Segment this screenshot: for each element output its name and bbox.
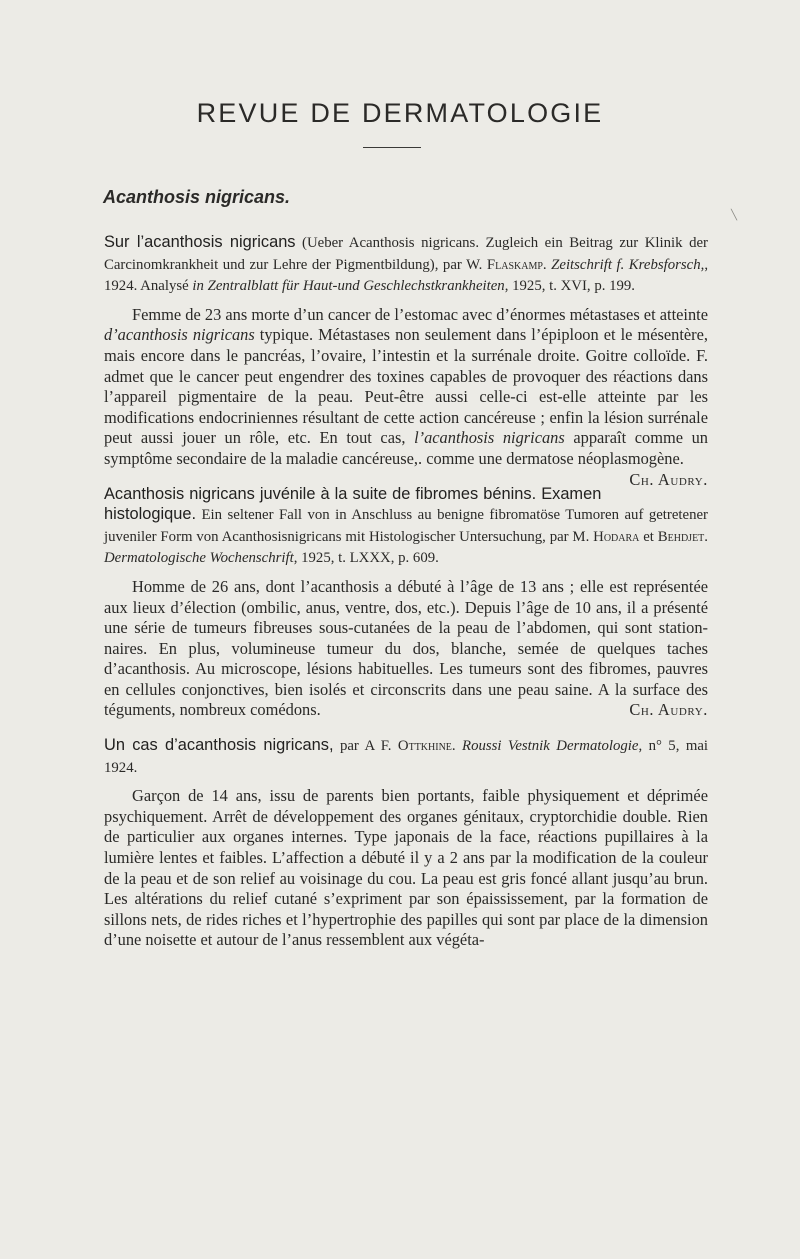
entry-2-ref-c: .	[704, 528, 708, 545]
entry-2-ref-b: et	[639, 528, 658, 545]
entry-2-abstract	[104, 577, 708, 721]
entry-1-ref-a: (Ueber Acanthosis nigricans. Zugleich ein Beitrag zur Klinik der Carcinomkrankheit und zur Lehre der Pigmentbildung), par W.	[104, 235, 708, 273]
entry-1-para-b: typique. Métastases non seulement dans l’épiploon et le mésentère, mais encore dans le pancréas, l’ovaire, l’intestin et la surrénale droite. Goitre colloïde. F. admet que le cancer peut engendrer des toxines capables de provoquer des réactions dans l’appareil pigmentaire de la peau. Peut-être aussi celle-ci est-elle atteinte par les modifications endocriniennes résultant de cette action cancéreuse ; enfin la lésion surrénale peut aussi jouer un rôle, etc. En tout cas,	[104, 325, 709, 448]
entry-2-author: Hodara	[593, 528, 640, 545]
entry-1-journal2: in Zentralblatt für Haut-und Geschlechstkrankheiten	[192, 278, 505, 295]
entry-2-title: Acanthosis nigricans juvénile à la suite de fibromes bénins. Examen histologique.	[104, 484, 602, 524]
entry-3-ref-b: .	[451, 738, 463, 755]
entry-2-journal: Dermatologische Wochenschrift	[104, 550, 294, 567]
entry-3-title: Un cas d’acanthosis nigricans,	[104, 736, 334, 755]
entry-2-ref-a: Ein seltener Fall von in Anschluss au benigne fibromatöse Tumoren auf getretener juveniler Form von Acanthosisnigricans mit Histologischer Untersuchung, par M.	[104, 507, 708, 545]
entry-2-author2: Behdjet	[657, 528, 705, 545]
entry-2-para: Homme de 26 ans, dont l’acanthosis a débuté à l’âge de 13 ans ; elle est représentée aux lieux d’élection (ombilic, anus, ventre, dos, etc.). Depuis l’âge de 10 ans, il a présenté une série de tumeurs fibreuses sous-cutanées de la peau de l’abdomen, qui sont stationnaires. En plus, volumineuse tumeur du dos, blanche, semée de quelques taches d’acanthosis. Au microscope, lésions habituelles. Les tumeurs sont des fibromes, pauvres en cellules conjonctives, bien isolés et circonscrits dans une peau saine. A la surface des téguments, nombreux comédons.	[104, 576, 708, 720]
entry-1-para-c: apparaît comme un symptôme secondaire de la maladie cancéreuse,. comme une dermatose néoplasmogène.	[104, 428, 708, 468]
entry-3-para: Garçon de 14 ans, issu de parents bien portants, faible physiquement et déprimée psychiquement. Arrêt de développement des organes génitaux, cryptorchidie double. Rien de particulier aux organes internes. Type japonais de la face, réactions pupillaires à la lumière lentes et faibles. L’affection a débuté il y a 2 ans par la modification de la couleur de la peau et de son relief au voisinage du cou. La peau est gris foncé allant jusqu’au brun. Les altérations du relief cutané s’expriment par son épaississement, par la formation de sillons nets, de rides riches et l’hypertrophie des papilles qui sont par place de la dimension d’une noisette et autour de l’anus ressemblent aux végéta-	[104, 786, 708, 950]
stray-mark: ╲	[731, 210, 738, 221]
entry-3-author: Ottkhine	[397, 738, 452, 755]
entry-1-ref-c: , 1924. Analysé	[104, 256, 709, 295]
title-rule	[363, 147, 421, 148]
entry-1-para-italic: d’acanthosis nigricans	[104, 325, 255, 345]
entry-3-ref-c: , n° 5, mai 1924.	[104, 738, 709, 776]
article-body	[104, 232, 708, 951]
entry-3-journal: Roussi Vestnik Dermatologie	[462, 738, 639, 755]
entry-3-ref-a: par A F.	[333, 738, 398, 755]
entry-1-journal: Zeitschrift f. Krebsforsch,	[551, 256, 705, 273]
entry-1-para-a: Femme de 23 ans morte d’un cancer de l’estomac avec d’énormes métastases et atteinte	[132, 304, 708, 324]
entry-1-title: Sur l’acanthosis nigricans	[104, 233, 296, 251]
entry-2-reference	[104, 484, 708, 569]
entry-1-author: Flaskamp	[486, 256, 543, 273]
entry-1-signature: Ch. Audry.	[629, 469, 708, 489]
entry-1-para-italic-2: l’acanthosis nigricans	[414, 428, 565, 448]
entry-2-ref-d: , 1925, t. LXXX, p. 609.	[293, 550, 439, 567]
entry-1-ref-d: , 1925, t. XVI, p. 199.	[504, 278, 636, 295]
journal-title: REVUE DE DERMATOLOGIE	[196, 98, 604, 128]
entry-3-reference	[104, 735, 708, 778]
entry-2-signature: Ch. Audry.	[629, 700, 708, 720]
entry-1-reference	[104, 232, 708, 297]
entry-1-ref-b: .	[542, 256, 552, 273]
entry-3-abstract	[104, 786, 708, 951]
entry-1-abstract	[104, 304, 709, 489]
section-heading: Acanthosis nigricans.	[103, 187, 291, 207]
